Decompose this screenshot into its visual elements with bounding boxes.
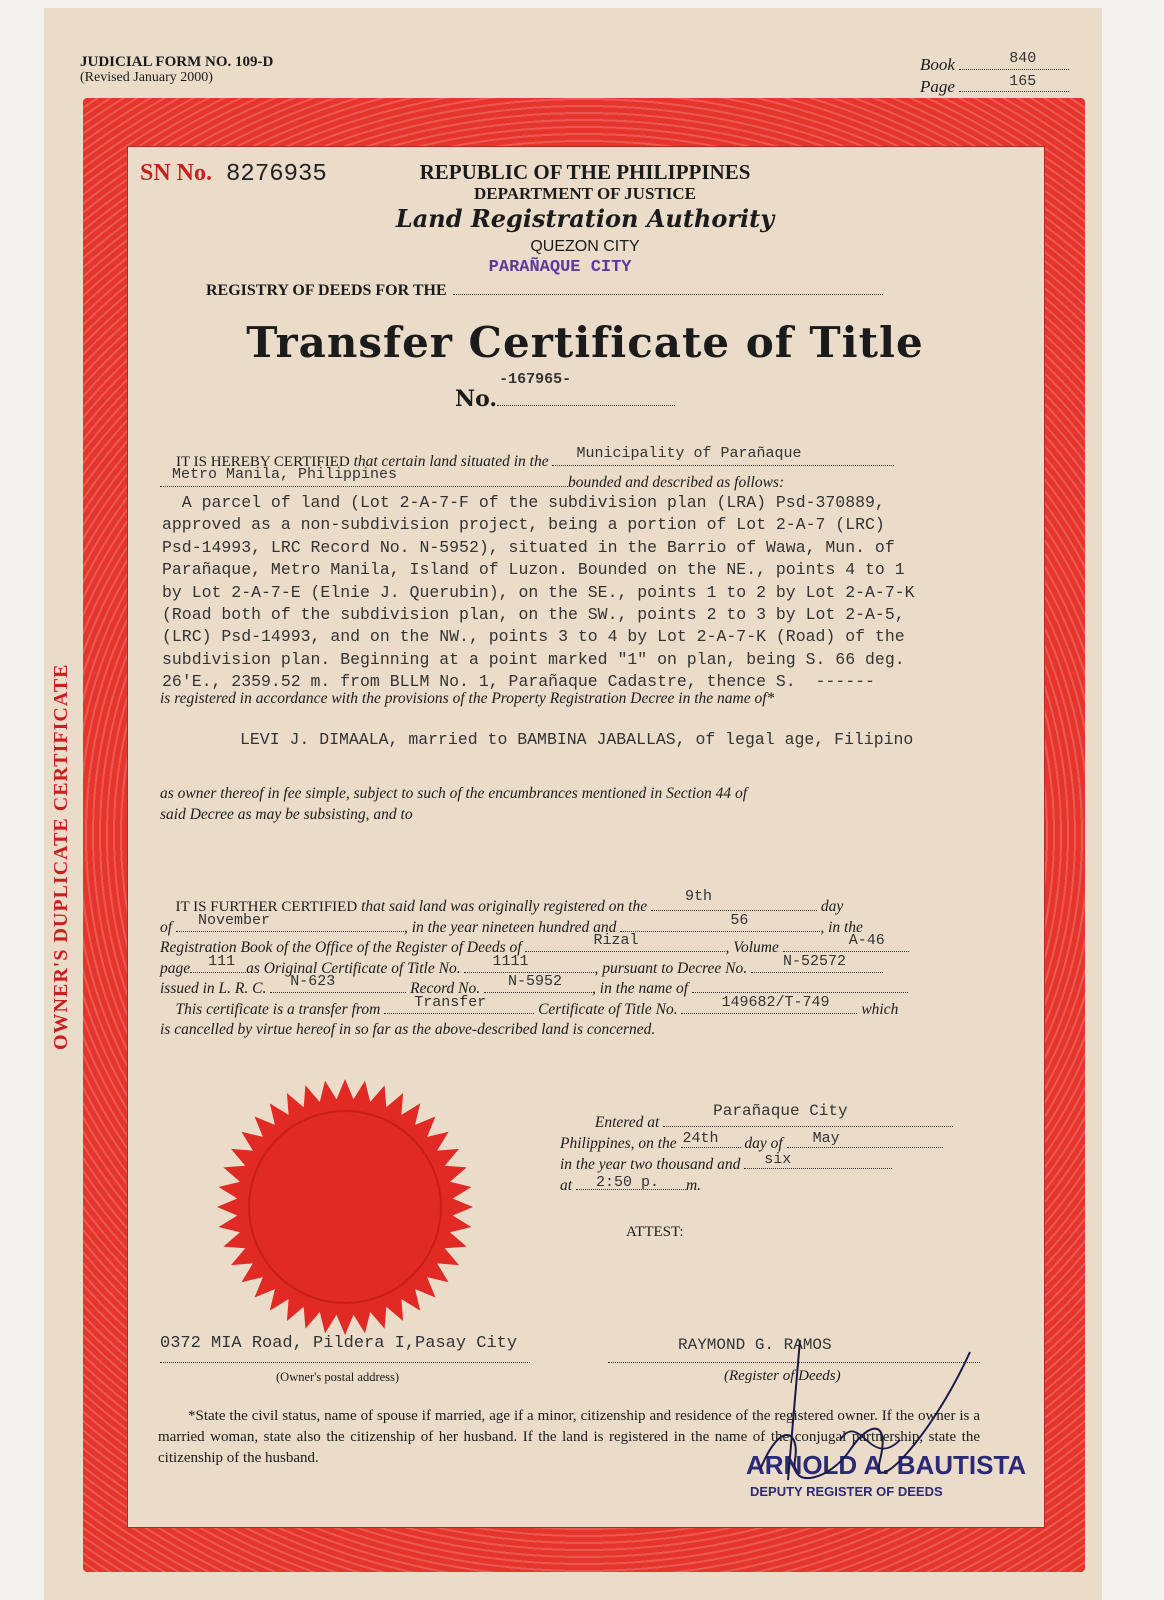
form-header — [80, 54, 273, 86]
entry-time: 2:50 p. — [595, 1174, 659, 1191]
oct-number: 1111 — [492, 952, 529, 970]
authority-heading: Land Registration Authority — [395, 204, 775, 233]
lrc-number: N-623 — [290, 973, 336, 990]
owner-postal-address: 0372 MIA Road, Pildera I,Pasay City — [160, 1334, 518, 1353]
register-of-deeds-caption: (Register of Deeds) — [724, 1368, 841, 1384]
certify-line-1: IT IS HEREBY CERTIFIED that certain land situated in the Municipality of Parañaque — [176, 451, 894, 471]
title-number-line: No. -167965- — [455, 386, 675, 412]
record-number: N-5952 — [508, 973, 563, 990]
owners-duplicate-label: OWNER'S DUPLICATE CERTIFICATE — [50, 663, 72, 1050]
province: Rizal — [593, 932, 639, 949]
entry-month: May — [812, 1130, 840, 1147]
previous-tct-number: 149682/T-749 — [721, 993, 830, 1011]
entry-place: Parañaque City — [713, 1102, 848, 1120]
location-2: Metro Manila, Philippines — [172, 466, 398, 483]
entry-year: six — [764, 1151, 792, 1168]
title-number-value: -167965- — [499, 371, 572, 388]
description-line: subdivision plan. Beginning at a point marked "1" on plan, being S. 66 deg. — [162, 649, 905, 669]
decree-number: N-52572 — [783, 952, 847, 970]
original-reg-year: 56 — [730, 911, 749, 929]
city-heading: QUEZON CITY — [530, 238, 640, 255]
original-reg-month: November — [197, 911, 270, 929]
deputy-stamp-title: DEPUTY REGISTER OF DEEDS — [750, 1484, 943, 1499]
page-line: Page 165 — [920, 76, 1069, 98]
form-revised: (Revised January 2000) — [80, 70, 213, 85]
oct-page: 111 — [208, 952, 236, 970]
page-value: 165 — [1009, 73, 1037, 90]
description-line: by Lot 2-A-7-E (Elnie J. Querubin), on the SE., points 1 to 2 by Lot 2-A-7-K — [162, 582, 915, 602]
description-line: Psd-14993, LRC Record No. N-5952), situated in the Barrio of Wawa, Mun. of — [162, 537, 895, 557]
document-title: Transfer Certificate of Title — [246, 318, 924, 367]
republic-heading: REPUBLIC OF THE PHILIPPINES — [419, 160, 751, 184]
description-line: 26'E., 2359.52 m. from BLLM No. 1, Parañaque Cadastre, thence S. ------ — [162, 672, 875, 692]
serial-number-value: 8276935 — [226, 161, 327, 188]
registered-statement: is registered in accordance with the provisions of the Property Registration Decree in the name of* — [160, 690, 775, 707]
entry-block: Entered at Parañaque City Philippines, on the 24th day of May in the year two thousand and six at 2:50 p. m. — [560, 1112, 953, 1196]
register-of-deeds-name: RAYMOND G. RAMOS — [678, 1336, 832, 1354]
owner-fee-simple: as owner thereof in fee simple, subject to such of the encumbrances mentioned in Section 44 of said Decree as may be subsisting, and to — [160, 785, 748, 823]
description-line: Parañaque, Metro Manila, Island of Luzon. Bounded on the NE., points 4 to 1 — [162, 560, 905, 580]
further-certified-block: IT IS FURTHER CERTIFIED that said land was originally registered on the 9th day of November , in the year nineteen hundred and 56 , in the Registration Book of the Office of the Register of Deeds of Rizal , Volume A-46 page 111 as Original Certificate of Title No. 1111 , pursuant to Decree No. N-52572 issued in L. R. C. N-623 Record No. N-5952 , in the name of This certificate is a transfer from Transfer Certificate of Title No. 149682/T-749 which is cancelled by virtue hereof in so far as the above-described land is concerned. — [160, 897, 909, 1041]
deputy-stamp-name: ARNOLD A. BAUTISTA — [746, 1450, 1027, 1480]
serial-number: SN No. 8276935 — [140, 160, 327, 188]
form-number: JUDICIAL FORM NO. 109-D — [80, 54, 274, 70]
entry-time-suffix: m. — [685, 1177, 702, 1194]
owner-name: LEVI J. DIMAALA, married to BAMBINA JABALLAS, of legal age, Filipino — [240, 730, 914, 749]
department-heading: DEPARTMENT OF JUSTICE — [473, 184, 696, 203]
original-reg-day: 9th — [684, 888, 712, 905]
seal-starburst — [217, 1079, 473, 1335]
registry-value: PARAÑAQUE CITY — [488, 258, 632, 277]
footnote: *State the civil status, name of spouse if married, age if a minor, citizenship and residence of the registered owner. If the owner is a married woman, state also the citizenship of her husband. If the land is registered in the name of the conjugal partnership, state the citizenship of the husband. — [158, 1408, 980, 1466]
description-line: A parcel of land (Lot 2-A-7-F of the subdivision plan (LRA) Psd-370889, — [162, 493, 885, 512]
description-line: (Road both of the subdivision plan, on the SW., points 2 to 3 by Lot 2-A-5, — [162, 605, 905, 625]
land-description — [162, 492, 1022, 694]
description-line: (LRC) Psd-14993, and on the NW., points 3 to 4 by Lot 2-A-7-K (Road) of the — [162, 627, 905, 647]
entry-day: 24th — [682, 1130, 719, 1147]
location-1: Municipality of Parañaque — [576, 445, 802, 462]
transfer-from: Transfer — [414, 993, 487, 1011]
book-line: Book 840 — [920, 54, 1069, 76]
registry-of-deeds-line: REGISTRY OF DEEDS FOR THE PARAÑAQUE CITY — [206, 280, 883, 300]
attest-label: ATTEST: — [626, 1224, 684, 1240]
red-seal — [214, 1076, 476, 1338]
description-line: approved as a non-subdivision project, being a portion of Lot 2-A-7 (LRC) — [162, 515, 885, 535]
postal-address-caption: (Owner's postal address) — [276, 1370, 400, 1384]
book-page-block — [920, 50, 1069, 98]
handwritten-signature — [740, 1330, 980, 1500]
postal-address-line — [160, 1362, 530, 1363]
volume: A-46 — [848, 932, 885, 949]
book-value: 840 — [1009, 50, 1037, 67]
certify-line-2: Metro Manila, Philippines bounded and described as follows: — [160, 472, 784, 492]
